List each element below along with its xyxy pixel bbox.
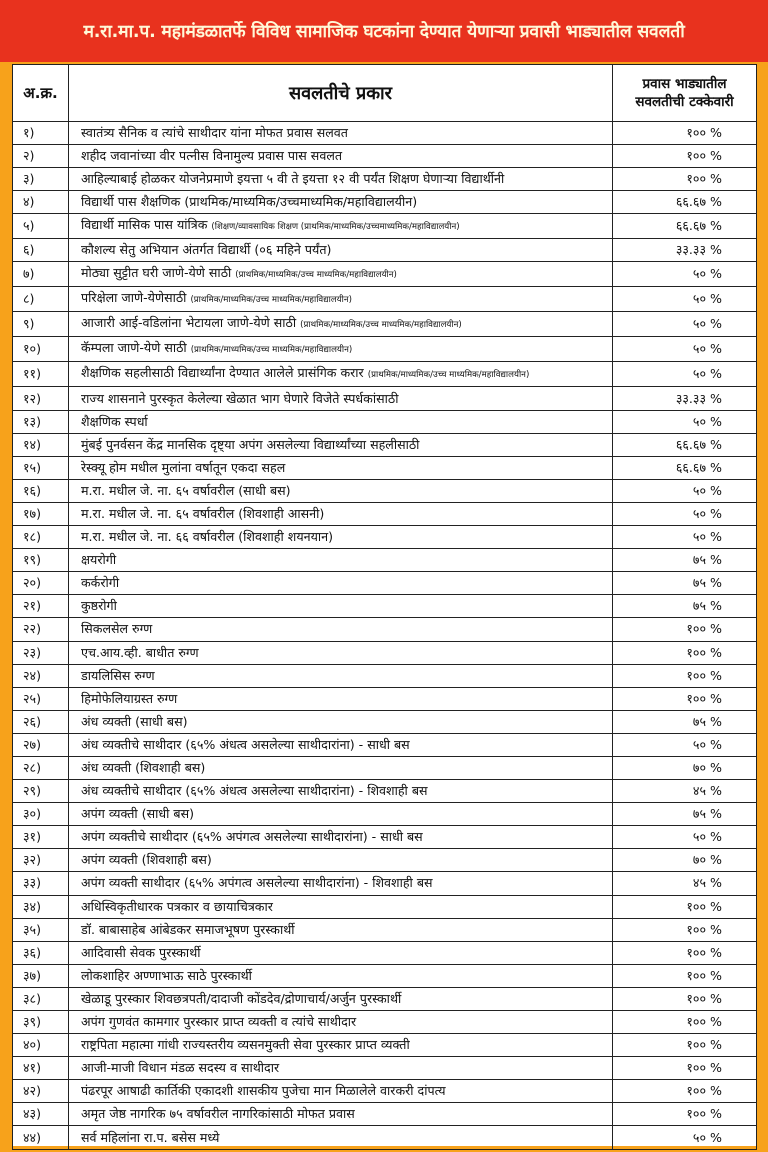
row-concession-percent: ७५ % <box>613 710 757 733</box>
row-serial-no: ४३) <box>13 1103 69 1126</box>
row-concession-type <box>69 287 613 312</box>
page-title: म.रा.मा.प. महामंडळातर्फे विविध सामाजिक घटकांना देण्यात येणाऱ्या प्रवासी भाड्यातील सवलती <box>83 22 685 42</box>
row-concession-percent: १०० % <box>613 168 757 191</box>
table-row <box>13 456 757 479</box>
table-row <box>13 872 757 895</box>
row-concession-type <box>69 145 613 168</box>
concession-description: विद्यार्थी मासिक पास यांत्रिक <box>81 217 208 233</box>
row-concession-type <box>69 987 613 1010</box>
concession-description: म.रा. मधील जे. ना. ६५ वर्षावरील (शिवशाही आसनी) <box>81 505 325 521</box>
concession-description: क्षयरोगी <box>81 552 117 568</box>
row-serial-no: १२) <box>13 387 69 410</box>
table-row <box>13 641 757 664</box>
row-serial-no: ६) <box>13 239 69 262</box>
row-serial-no: २८) <box>13 756 69 779</box>
row-concession-type <box>69 362 613 387</box>
row-serial-no: १४) <box>13 433 69 456</box>
row-concession-type <box>69 664 613 687</box>
row-serial-no: १६) <box>13 479 69 502</box>
row-concession-percent: १०० % <box>613 687 757 710</box>
concession-description: अंध व्यक्ती (शिवशाही बस) <box>81 760 206 776</box>
concession-education-levels: (प्राथमिक/माध्यमिक/उच्च माध्यमिक/महाविद्यालयीन) <box>190 295 353 306</box>
row-concession-type <box>69 479 613 502</box>
concession-description: शैक्षणिक सहलीसाठी विद्यार्थ्यांना देण्यात आलेले प्रासंगिक करार <box>81 365 364 381</box>
row-concession-percent: ५० % <box>613 362 757 387</box>
header-concession-type: सवलतीचे प्रकार <box>69 65 613 122</box>
row-concession-type <box>69 337 613 362</box>
row-concession-type <box>69 214 613 239</box>
concession-description: खेळाडू पुरस्कार शिवछत्रपती/दादाजी कोंडदेव/द्रोणाचार्य/अर्जुन पुरस्कार्थी <box>81 990 402 1006</box>
row-concession-percent: १०० % <box>613 1057 757 1080</box>
concession-description: स्वातंत्र्य सैनिक व त्यांचे साथीदार यांना मोफत प्रवास सलवत <box>81 125 348 141</box>
concession-description: अमृत जेष्ठ नागरिक ७५ वर्षावरील नागरिकांसाठी मोफत प्रवास <box>81 1106 355 1122</box>
concession-description: कॅम्पला जाणे-येणे साठी <box>81 340 187 356</box>
row-serial-no: ४०) <box>13 1034 69 1057</box>
row-concession-type <box>69 433 613 456</box>
concession-description: अपंग व्यक्ती साथीदार (६५% अपंगत्व असलेल्या साथीदारांना) - शिवशाही बस <box>81 875 433 891</box>
table-row <box>13 337 757 362</box>
row-concession-percent: ५० % <box>613 479 757 502</box>
row-concession-type <box>69 780 613 803</box>
row-serial-no: १९) <box>13 549 69 572</box>
row-concession-type <box>69 572 613 595</box>
row-concession-type <box>69 941 613 964</box>
concession-education-levels: (प्राथमिक/माध्यमिक/उच्च माध्यमिक/महाविद्यालयीन) <box>190 345 353 356</box>
table-row <box>13 826 757 849</box>
concession-description: हिमोफेलियाग्रस्त रुग्ण <box>81 690 178 706</box>
row-concession-type <box>69 595 613 618</box>
row-concession-percent: १०० % <box>613 641 757 664</box>
row-serial-no: ३४) <box>13 895 69 918</box>
concession-table <box>12 64 757 1150</box>
row-concession-percent: १०० % <box>613 1011 757 1034</box>
table-row <box>13 941 757 964</box>
row-concession-percent: १०० % <box>613 664 757 687</box>
row-serial-no: २४) <box>13 664 69 687</box>
row-serial-no: ३१) <box>13 826 69 849</box>
concession-description: अंध व्यक्ती (साधी बस) <box>81 713 188 729</box>
row-serial-no: २) <box>13 145 69 168</box>
concession-description: अंध व्यक्तीचे साथीदार (६५% अंधत्व असलेल्या साथीदारांना) - साधी बस <box>81 736 410 752</box>
row-serial-no: २९) <box>13 780 69 803</box>
row-serial-no: १०) <box>13 337 69 362</box>
table-row <box>13 433 757 456</box>
row-concession-percent: १०० % <box>613 618 757 641</box>
table-row <box>13 687 757 710</box>
row-concession-percent: १०० % <box>613 1103 757 1126</box>
concession-description: कौशल्य सेतु अभियान अंतर्गत विद्यार्थी (०६ महिने पर्यंत) <box>81 242 332 258</box>
row-concession-type <box>69 872 613 895</box>
table-row <box>13 145 757 168</box>
row-concession-type <box>69 1103 613 1126</box>
concession-description: म.रा. मधील जे. ना. ६५ वर्षावरील (साधी बस) <box>81 482 291 498</box>
row-serial-no: ३३) <box>13 872 69 895</box>
table-row <box>13 756 757 779</box>
concession-description: शैक्षणिक स्पर्धा <box>81 413 148 429</box>
table-row <box>13 168 757 191</box>
row-serial-no: २२) <box>13 618 69 641</box>
row-concession-percent: ५० % <box>613 1126 757 1149</box>
table-row <box>13 1011 757 1034</box>
row-concession-percent: ५० % <box>613 526 757 549</box>
row-concession-type <box>69 122 613 145</box>
row-serial-no: ५) <box>13 214 69 239</box>
row-concession-percent: ५० % <box>613 312 757 337</box>
concession-description: लोकशाहिर अण्णाभाऊ साठे पुरस्कार्थी <box>81 967 252 983</box>
concession-description: अपंग व्यक्ती (शिवशाही बस) <box>81 852 212 868</box>
table-row <box>13 710 757 733</box>
table-row <box>13 918 757 941</box>
row-serial-no: २७) <box>13 733 69 756</box>
row-concession-percent: ३३.३३ % <box>613 239 757 262</box>
row-concession-percent: ७५ % <box>613 595 757 618</box>
row-concession-percent: ५० % <box>613 287 757 312</box>
table-row <box>13 803 757 826</box>
concession-education-levels: (प्राथमिक/माध्यमिक/उच्च माध्यमिक/महाविद्यालयीन) <box>300 320 462 331</box>
row-serial-no: २५) <box>13 687 69 710</box>
row-serial-no: ४१) <box>13 1057 69 1080</box>
row-concession-percent: १०० % <box>613 941 757 964</box>
header-serial-no: अ.क्र. <box>13 65 69 122</box>
concession-description: कुष्ठरोगी <box>81 598 117 614</box>
row-concession-percent: ६६.६७ % <box>613 191 757 214</box>
header-concession-percent: प्रवास भाड्यातील सवलतीची टक्केवारी <box>613 65 757 122</box>
concession-description: म.रा. मधील जे. ना. ६६ वर्षावरील (शिवशाही शयनयान) <box>81 529 334 545</box>
row-concession-type <box>69 733 613 756</box>
row-serial-no: ९) <box>13 312 69 337</box>
row-concession-percent: ५० % <box>613 337 757 362</box>
concession-description: मुंबई पुनर्वसन केंद्र मानसिक दृष्ट्या अपंग असलेल्या विद्यार्थ्यांच्या सहलीसाठी <box>81 436 420 452</box>
row-concession-type <box>69 526 613 549</box>
concession-description: एच.आय.व्ही. बाधीत रुग्ण <box>81 644 199 660</box>
row-concession-percent: ७५ % <box>613 572 757 595</box>
row-serial-no: ३६) <box>13 941 69 964</box>
table-row <box>13 410 757 433</box>
table-row <box>13 362 757 387</box>
row-serial-no: ३) <box>13 168 69 191</box>
row-serial-no: ४४) <box>13 1126 69 1149</box>
row-serial-no: ३०) <box>13 803 69 826</box>
concession-description: राज्य शासनाने पुरस्कृत केलेल्या खेळात भाग घेणारे विजेते स्पर्धकांसाठी <box>81 390 399 406</box>
concession-description: आदिवासी सेवक पुरस्कार्थी <box>81 944 201 960</box>
row-concession-type <box>69 964 613 987</box>
table-row <box>13 987 757 1010</box>
row-concession-percent: ५० % <box>613 733 757 756</box>
row-concession-percent: १०० % <box>613 145 757 168</box>
row-concession-type <box>69 918 613 941</box>
row-serial-no: २६) <box>13 710 69 733</box>
row-concession-percent: ७५ % <box>613 803 757 826</box>
table-row <box>13 287 757 312</box>
row-concession-percent: ४५ % <box>613 780 757 803</box>
concession-description: आहिल्याबाई होळकर योजनेप्रमाणे इयत्ता ५ वी ते इयत्ता १२ वी पर्यंत शिक्षण घेणाऱ्या विद्यार्थीनी <box>81 171 505 187</box>
table-row <box>13 262 757 287</box>
row-concession-type <box>69 803 613 826</box>
row-concession-type <box>69 826 613 849</box>
row-serial-no: ४२) <box>13 1080 69 1103</box>
row-concession-percent: १०० % <box>613 964 757 987</box>
row-serial-no: १) <box>13 122 69 145</box>
table-header-row <box>13 65 757 122</box>
concession-description: सर्व महिलांना रा.प. बसेस मध्ये <box>81 1129 220 1145</box>
row-concession-percent: ७५ % <box>613 549 757 572</box>
table-row <box>13 1080 757 1103</box>
concession-description: कर्करोगी <box>81 575 120 591</box>
row-concession-type <box>69 1057 613 1080</box>
row-concession-type <box>69 312 613 337</box>
concession-description: परिक्षेला जाणे-येणेसाठी <box>81 290 187 306</box>
row-concession-percent: ७० % <box>613 849 757 872</box>
row-concession-percent: १०० % <box>613 122 757 145</box>
title-banner <box>0 0 768 62</box>
table-row <box>13 849 757 872</box>
row-serial-no: १७) <box>13 502 69 525</box>
row-concession-type <box>69 456 613 479</box>
table-row <box>13 1057 757 1080</box>
row-concession-percent: ७० % <box>613 756 757 779</box>
row-concession-type <box>69 502 613 525</box>
row-serial-no: ११) <box>13 362 69 387</box>
concession-table-container <box>12 64 756 1146</box>
row-concession-percent: १०० % <box>613 1080 757 1103</box>
row-concession-type <box>69 618 613 641</box>
concession-description: अपंग व्यक्तीचे साथीदार (६५% अपंगत्व असलेल्या साथीदारांना) - साधी बस <box>81 829 423 845</box>
table-row <box>13 733 757 756</box>
concession-description: डॉ. बाबासाहेब आंबेडकर समाजभूषण पुरस्कार्थी <box>81 921 295 937</box>
concession-education-levels: (शिक्षण/व्यावसायिक शिक्षण (प्राथमिक/माध्यमिक/उच्चमाध्यमिक/महाविद्यालयीन) <box>211 222 460 233</box>
row-concession-type <box>69 262 613 287</box>
row-concession-type <box>69 239 613 262</box>
row-concession-percent: १०० % <box>613 1034 757 1057</box>
concession-description: शहीद जवानांच्या वीर पत्नीस विनामुल्य प्रवास पास सवलत <box>81 148 343 164</box>
row-concession-type <box>69 1034 613 1057</box>
row-serial-no: ८) <box>13 287 69 312</box>
concession-description: सिकलसेल रुग्ण <box>81 621 153 637</box>
row-serial-no: ३५) <box>13 918 69 941</box>
table-row <box>13 664 757 687</box>
row-concession-type <box>69 387 613 410</box>
concession-description: अपंग व्यक्ती (साधी बस) <box>81 806 194 822</box>
row-serial-no: ४) <box>13 191 69 214</box>
row-serial-no: २०) <box>13 572 69 595</box>
table-row <box>13 312 757 337</box>
row-concession-percent: १०० % <box>613 918 757 941</box>
concession-description: पंढरपूर आषाढी कार्तिकी एकादशी शासकीय पुजेचा मान मिळालेले वारकरी दांपत्य <box>81 1083 446 1099</box>
row-concession-percent: ५० % <box>613 826 757 849</box>
row-serial-no: १५) <box>13 456 69 479</box>
row-concession-type <box>69 710 613 733</box>
row-concession-type <box>69 168 613 191</box>
table-row <box>13 1126 757 1149</box>
row-serial-no: १८) <box>13 526 69 549</box>
concession-education-levels: (प्राथमिक/माध्यमिक/उच्च माध्यमिक/महाविद्यालयीन) <box>235 270 397 281</box>
concession-description: रेस्क्यू होम मधील मुलांना वर्षातून एकदा सहल <box>81 459 286 475</box>
table-row <box>13 895 757 918</box>
table-row <box>13 1103 757 1126</box>
concession-description: राष्ट्रपिता महात्मा गांधी राज्यस्तरीय व्यसनमुक्ती सेवा पुरस्कार प्राप्त व्यक्ती <box>81 1037 410 1053</box>
row-serial-no: ३७) <box>13 964 69 987</box>
table-row <box>13 595 757 618</box>
table-row <box>13 122 757 145</box>
table-row <box>13 780 757 803</box>
table-row <box>13 1034 757 1057</box>
concession-description: अंध व्यक्तीचे साथीदार (६५% अंधत्व असलेल्या साथीदारांना) - शिवशाही बस <box>81 783 428 799</box>
row-serial-no: १३) <box>13 410 69 433</box>
row-serial-no: २३) <box>13 641 69 664</box>
row-concession-percent: ३३.३३ % <box>613 387 757 410</box>
concession-description: आजी-माजी विधान मंडळ सदस्य व साथीदार <box>81 1060 280 1076</box>
row-serial-no: ३८) <box>13 987 69 1010</box>
row-concession-type <box>69 410 613 433</box>
concession-description: अपंग गुणवंत कामगार पुरस्कार प्राप्त व्यक्ती व त्यांचे साथीदार <box>81 1014 357 1030</box>
concession-description: आजारी आई-वडिलांना भेटायला जाणे-येणे साठी <box>81 315 297 331</box>
concession-description: विद्यार्थी पास शैक्षणिक (प्राथमिक/माध्यमिक/उच्चमाध्यमिक/महाविद्यालयीन) <box>81 194 418 210</box>
table-row <box>13 964 757 987</box>
row-serial-no: ७) <box>13 262 69 287</box>
row-concession-percent: १०० % <box>613 987 757 1010</box>
row-concession-percent: ६६.६७ % <box>613 214 757 239</box>
row-serial-no: ३९) <box>13 1011 69 1034</box>
row-concession-percent: ५० % <box>613 262 757 287</box>
row-concession-type <box>69 895 613 918</box>
concession-education-levels: (प्राथमिक/माध्यमिक/उच्च माध्यमिक/महाविद्यालयीन) <box>367 370 530 381</box>
table-row <box>13 387 757 410</box>
table-row <box>13 526 757 549</box>
table-row <box>13 214 757 239</box>
row-concession-percent: ५० % <box>613 502 757 525</box>
row-concession-type <box>69 1011 613 1034</box>
table-row <box>13 239 757 262</box>
row-concession-percent: ६६.६७ % <box>613 456 757 479</box>
table-row <box>13 572 757 595</box>
table-row <box>13 191 757 214</box>
table-row <box>13 549 757 572</box>
row-concession-percent: ४५ % <box>613 872 757 895</box>
row-concession-type <box>69 756 613 779</box>
table-row <box>13 618 757 641</box>
row-concession-type <box>69 687 613 710</box>
row-serial-no: २१) <box>13 595 69 618</box>
table-row <box>13 502 757 525</box>
row-concession-percent: ६६.६७ % <box>613 433 757 456</box>
concession-description: मोठ्या सुट्टीत घरी जाणे-येणे साठी <box>81 265 232 281</box>
concession-description: डायलिसिस रुग्ण <box>81 667 155 683</box>
row-concession-type <box>69 191 613 214</box>
row-concession-type <box>69 1126 613 1149</box>
row-concession-percent: १०० % <box>613 895 757 918</box>
row-concession-type <box>69 1080 613 1103</box>
row-concession-type <box>69 549 613 572</box>
row-serial-no: ३२) <box>13 849 69 872</box>
row-concession-type <box>69 849 613 872</box>
row-concession-type <box>69 641 613 664</box>
table-row <box>13 479 757 502</box>
concession-description: अधिस्विकृतीधारक पत्रकार व छायाचित्रकार <box>81 898 273 914</box>
row-concession-percent: ५० % <box>613 410 757 433</box>
